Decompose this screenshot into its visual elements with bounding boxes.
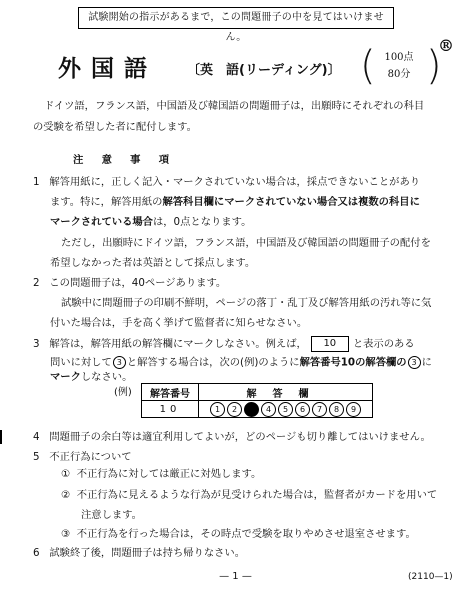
item-6 [33,547,245,560]
item-number: 2 [33,277,40,289]
answer-bubble: 9 [346,402,361,417]
item-1-line-5: 希望しなかった者は英語として採点します。 [50,257,256,269]
answer-bubbles-cell [199,401,373,418]
example-answer-table [141,383,373,418]
item-2-line-1: この問題冊子は，40ページあります。 [49,277,227,289]
item-5-heading: 不正行為について [49,451,132,463]
item-number: 4 [33,431,40,443]
registered-mark: ® [438,36,454,55]
item-3 [33,336,415,352]
answer-bubble: 7 [312,402,327,417]
item-3-bold-text-2: マーク [50,371,81,383]
item-5-sub-2 [61,489,437,502]
answer-number-box: 10 [311,336,349,352]
answer-bubble-filled: 3 [244,402,259,417]
item-3-text-d: と解答する場合は，次の(例)のように [126,356,300,369]
page-title: 外国語 [58,55,157,82]
item-4-line-1: 問題冊子の余白等は適宜利用してよいが，どのページも切り離してはいけません。 [49,431,431,443]
answer-bubble: 4 [261,402,276,417]
item-1 [33,176,420,189]
circled-1-icon: ① [61,468,71,480]
item-3-text-c: 問いに対して [50,356,112,369]
document-code: (2110—1) [408,572,453,582]
notes-heading: 注 意 事 項 [73,154,174,166]
item-3-line-2 [50,356,432,370]
page-number: — 1 — [219,571,252,582]
item-1-line-1: 解答用紙に，正しく記入・マークされていない場合は，採点できないことがあり [49,176,421,188]
item-5-sub-2-line-2: 注意します。 [81,509,142,521]
item-1-text-3: は，0点となります。 [152,216,252,228]
item-6-line-1: 試験終了後，問題冊子は持ち帰りなさい。 [49,547,246,559]
example-label: (例) [114,387,132,398]
intro-line-2: の受験を希望した者に配付します。 [33,121,197,133]
edge-mark [0,430,2,444]
points-bracket-right: ) [426,43,442,89]
answer-bubble: 6 [295,402,310,417]
circled-2-icon: ② [61,489,71,501]
circled-3-icon: 3 [408,356,421,369]
exam-start-notice: 試験開始の指示があるまで，この問題冊子の中を見てはいけません。 [78,7,394,29]
answer-bubble: 1 [210,402,225,417]
item-number: 3 [33,338,40,350]
item-3-text-e: に [421,356,432,369]
item-4 [33,431,431,444]
answer-bubble: 2 [227,402,242,417]
points-bracket-left: ( [360,43,376,89]
item-1-text: ます。特に，解答用紙の [50,196,163,208]
item-5-sub-3 [61,528,416,541]
item-number: 6 [33,547,40,559]
time-value: 80分 [387,69,411,80]
subject-subtitle: 〔英 語(リーディング)〕 [187,63,341,78]
item-3-bold-text: 解答番号10の解答欄の [299,356,407,369]
item-1-line-3 [50,216,251,229]
item-5-sub-1-text: 不正行為に対しては厳正に対処します。 [76,468,262,480]
points-value: 100点 [384,52,414,63]
item-5-sub-2-text: 不正行為に見えるような行為が見受けられた場合は，監督者がカードを用いて [76,489,438,501]
answer-column-header: 解答欄 [199,384,373,401]
item-3-text-f: しなさい。 [80,371,133,383]
circled-3-icon: 3 [113,356,126,369]
intro-line-1: ドイツ語，フランス語，中国語及び韓国語の問題冊子は，出願時にそれぞれの科目 [44,100,425,112]
points-time-box [373,51,425,81]
item-5-sub-3-text: 不正行為を行った場合は，その時点で受験を取りやめさせ退室させます。 [76,528,416,540]
item-1-bold-text-2: マークされている場合 [50,216,153,228]
answer-bubble: 5 [278,402,293,417]
answer-number-cell: 10 [142,401,199,418]
item-2 [33,277,226,290]
item-3-text-b: と表示のある [352,338,415,350]
item-2-line-3: 付いた場合は，手を高く挙げて監督者に知らせなさい。 [50,317,308,329]
item-5-sub-1 [61,468,261,481]
item-5 [33,451,132,464]
item-number: 1 [33,176,40,188]
item-1-line-2 [50,196,420,209]
answer-number-header: 解答番号 [142,384,199,401]
item-number: 5 [33,451,40,463]
item-3-text-a: 解答は，解答用紙の解答欄にマークしなさい。例えば， [49,338,307,350]
item-1-bold-text: 解答科目欄にマークされていない場合又は複数の科目に [162,196,420,208]
answer-bubble: 8 [329,402,344,417]
circled-3-icon: ③ [61,528,71,540]
item-1-line-4: ただし，出願時にドイツ語，フランス語，中国語及び韓国語の問題冊子の配付を [61,237,431,249]
item-2-line-2: 試験中に問題冊子の印刷不鮮明，ページの落丁・乱丁及び解答用紙の汚れ等に気 [61,297,432,309]
